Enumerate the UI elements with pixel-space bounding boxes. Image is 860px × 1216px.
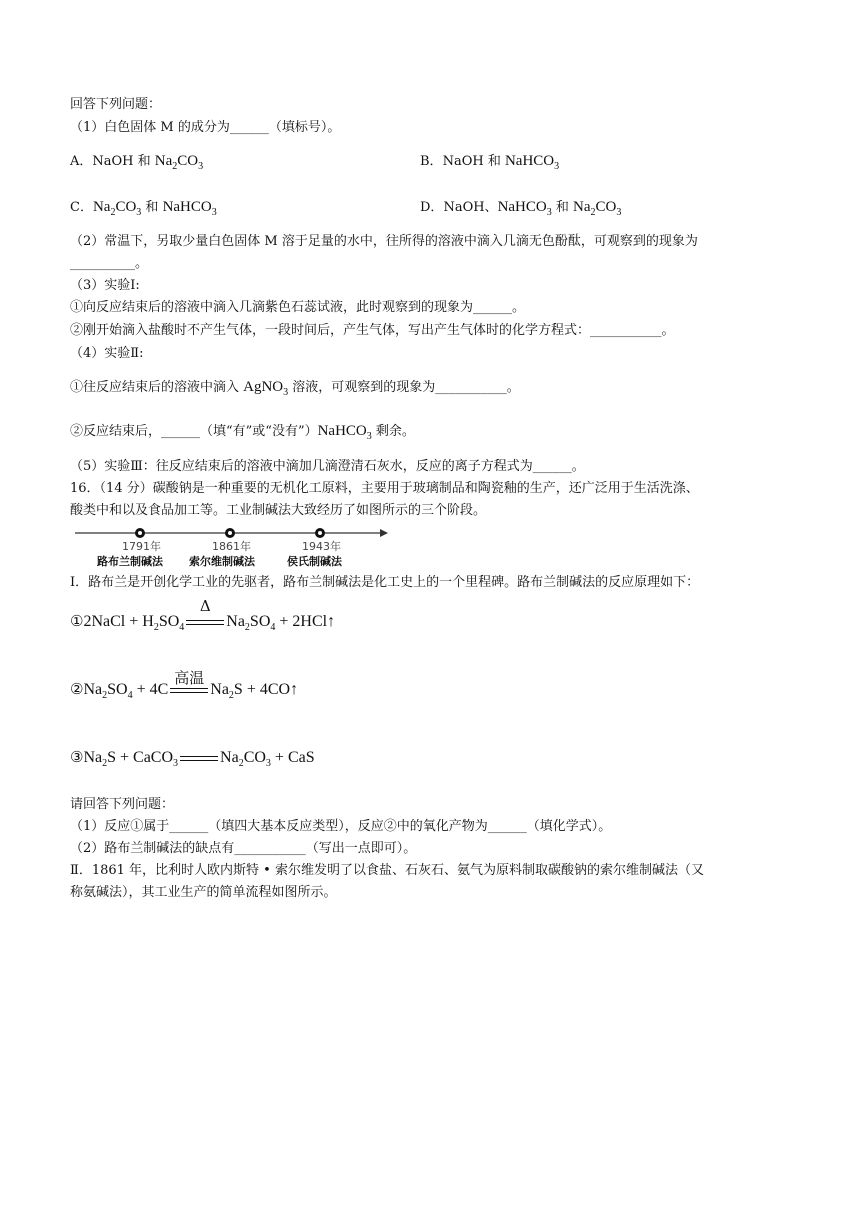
option-d: D．NaOH、NaHCO$_3$ 和 $Na_2CO_3$ [420,199,622,218]
equation-3: $③Na_2S$ + CaCO$_3$ $Na_2CO_3$ + CaS [70,748,315,769]
intro-text: 回答下列问题： [70,97,162,112]
q4-title: （4）实验Ⅱ: [70,346,144,361]
reaction-equals-sign: 高温 [170,688,208,693]
q1-stem: （1）白色固体 M 的成分为______（填标号）。 [70,120,341,135]
q16-line2: 酸类中和以及食品加工等。工业制碱法大致经历了如图所示的三个阶段。 [70,503,487,518]
r1-text: （1）反应①属于______（填四大基本反应类型），反应②中的氧化产物为______（填化学式）。 [70,819,612,834]
ask-text: 请回答下列问题： [70,797,175,812]
timeline-name-2: 索尔维制碱法 [189,555,255,568]
timeline-name-1: 路布兰制碱法 [97,555,163,568]
q2-line2: __________。 [70,256,149,271]
timeline-year-3: 1943年 [302,540,341,553]
q16-line1: 16．（14 分）碳酸钠是一种重要的无机化工原料，主要用于玻璃制品和陶瓷釉的生产，还广泛用于生活洗涤、 [70,481,699,496]
timeline-name-3: 侯氏制碱法 [287,555,342,568]
q3-title: （3）实验Ⅰ: [70,278,140,293]
option-a: A．NaOH 和 $Na_2CO_3$ [70,153,204,172]
reaction-equals-sign: Δ [186,620,224,625]
q3-item2: ②刚开始滴入盐酸时不产生气体，一段时间后，产生气体，写出产生气体时的化学方程式：___________。 [70,323,675,338]
option-b: B．NaOH 和 NaHCO$_3$ [420,153,560,172]
part-ii-line2: 称氨碱法），其工业生产的简单流程如图所示。 [70,885,337,900]
r2-text: （2）路布兰制碱法的缺点有___________（写出一点即可）。 [70,841,417,856]
timeline-year-2: 1861年 [212,540,251,553]
q2-line1: （2）常温下，另取少量白色固体 M 溶于足量的水中，往所得的溶液中滴入几滴无色酚酞，可观察到的现象为 [70,234,698,249]
option-c: C．$Na_2CO_3$ 和 NaHCO$_3$ [70,199,217,218]
reaction-equals-sign [180,756,218,761]
q5-text: （5）实验Ⅲ：往反应结束后的溶液中滴加几滴澄清石灰水，反应的离子方程式为______。 [70,459,585,474]
equation-1: ①2NaCl + $H_2SO_4$ Δ $Na_2SO_4$ + 2HCl↑ [70,596,336,633]
part-i-text: Ⅰ．路布兰是开创化学工业的先驱者，路布兰制碱法是化工史上的一个里程碑。路布兰制碱法的反应原理如下： [70,575,700,590]
equation-2: $②Na_2SO_4 + 4C$ 高温 $Na_2S$ + 4CO↑ [70,668,299,701]
q3-item1: ①向反应结束后的溶液中滴入几滴紫色石蕊试液，此时观察到的现象为______。 [70,300,526,315]
q4-item2: ②反应结束后，______（填“有”或“没有”）NaHCO$_3$ 剩余。 [70,423,415,442]
q4-item1: ①往反应结束后的溶液中滴入 AgNO$_3$ 溶液，可观察到的现象为___________。 [70,379,520,398]
part-ii-line1: Ⅱ．1861 年，比利时人欧内斯特 • 索尔维发明了以食盐、石灰石、氨气为原料制取碳酸钠的索尔维制碱法（又 [70,863,704,878]
timeline-year-1: 1791年 [122,540,161,553]
timeline-figure [75,523,395,571]
